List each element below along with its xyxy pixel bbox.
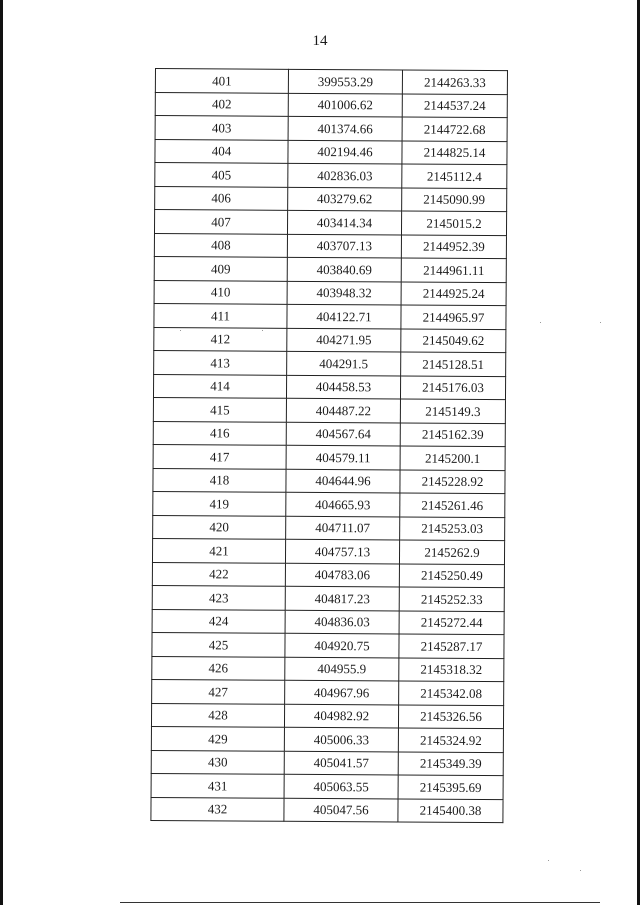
y-coordinate-cell: 2145128.51 — [401, 352, 506, 376]
x-coordinate-cell: 403414.34 — [287, 210, 401, 234]
coordinates-table — [150, 68, 508, 823]
x-coordinate-cell: 404271.95 — [287, 328, 401, 352]
table-row — [154, 233, 506, 259]
table-row — [153, 421, 505, 447]
y-coordinate-cell: 2145090.99 — [402, 188, 507, 212]
point-number-cell: 411 — [154, 303, 287, 327]
y-coordinate-cell: 2144965.97 — [401, 305, 506, 329]
scan-speck — [540, 322, 541, 323]
y-coordinate-cell: 2145342.08 — [399, 681, 504, 705]
point-number-cell: 428 — [151, 703, 284, 727]
x-coordinate-cell: 404291.5 — [287, 351, 401, 375]
scan-speck — [548, 860, 549, 861]
point-number-cell: 421 — [152, 538, 285, 562]
point-number-cell: 419 — [153, 491, 286, 515]
x-coordinate-cell: 404836.03 — [285, 610, 399, 634]
y-coordinate-cell: 2145324.92 — [398, 728, 503, 752]
table-row — [151, 726, 503, 752]
y-coordinate-cell: 2144537.24 — [402, 94, 507, 118]
y-coordinate-cell: 2145162.39 — [400, 423, 505, 447]
point-number-cell: 401 — [155, 69, 288, 93]
x-coordinate-cell: 404644.96 — [286, 469, 400, 493]
table-row — [153, 397, 505, 423]
x-coordinate-cell: 405063.55 — [284, 774, 398, 798]
x-coordinate-cell: 404757.13 — [285, 539, 399, 563]
point-number-cell: 417 — [153, 444, 286, 468]
x-coordinate-cell: 404122.71 — [287, 304, 401, 328]
point-number-cell: 406 — [155, 186, 288, 210]
x-coordinate-cell: 404458.53 — [286, 375, 400, 399]
scan-left-edge — [0, 0, 3, 905]
scan-speck — [580, 870, 581, 871]
table-row — [152, 585, 504, 611]
table-row — [155, 92, 507, 118]
y-coordinate-cell: 2144961.11 — [401, 258, 506, 282]
x-coordinate-cell: 405006.33 — [284, 727, 398, 751]
table-row — [152, 609, 504, 635]
table-row — [152, 632, 504, 658]
table-row — [151, 750, 503, 776]
point-number-cell: 415 — [153, 397, 286, 421]
coordinates-table-wrapper — [150, 68, 508, 823]
point-number-cell: 402 — [155, 92, 288, 116]
x-coordinate-cell: 404967.96 — [285, 680, 399, 704]
x-coordinate-cell: 401374.66 — [288, 116, 402, 140]
point-number-cell: 403 — [155, 116, 288, 140]
coordinates-table-body — [151, 69, 508, 823]
table-row — [155, 139, 507, 165]
table-row — [155, 69, 507, 95]
x-coordinate-cell: 404955.9 — [285, 657, 399, 681]
x-coordinate-cell: 403948.32 — [287, 281, 401, 305]
table-row — [154, 280, 506, 306]
x-coordinate-cell: 402194.46 — [288, 140, 402, 164]
point-number-cell: 432 — [151, 797, 284, 821]
y-coordinate-cell: 2145272.44 — [399, 611, 504, 635]
y-coordinate-cell: 2145149.3 — [400, 399, 505, 423]
scan-speck — [180, 330, 181, 331]
point-number-cell: 410 — [154, 280, 287, 304]
table-row — [153, 515, 505, 541]
table-row — [151, 773, 503, 799]
point-number-cell: 407 — [154, 210, 287, 234]
table-row — [155, 186, 507, 212]
x-coordinate-cell: 405047.56 — [284, 798, 398, 822]
table-row — [154, 256, 506, 282]
y-coordinate-cell: 2145252.33 — [399, 587, 504, 611]
table-row — [153, 444, 505, 470]
point-number-cell: 431 — [151, 773, 284, 797]
point-number-cell: 427 — [152, 679, 285, 703]
table-row — [154, 303, 506, 329]
y-coordinate-cell: 2145112.4 — [402, 164, 507, 188]
x-coordinate-cell: 404567.64 — [286, 422, 400, 446]
table-row — [152, 562, 504, 588]
table-row — [152, 538, 504, 564]
table-row — [151, 797, 503, 823]
y-coordinate-cell: 2145262.9 — [399, 540, 504, 564]
x-coordinate-cell: 403840.69 — [287, 257, 401, 281]
y-coordinate-cell: 2145261.46 — [400, 493, 505, 517]
scan-bottom-edge — [120, 902, 600, 903]
table-row — [151, 703, 503, 729]
x-coordinate-cell: 405041.57 — [284, 751, 398, 775]
x-coordinate-cell: 401006.62 — [288, 93, 402, 117]
point-number-cell: 405 — [155, 163, 288, 187]
table-row — [154, 210, 506, 236]
x-coordinate-cell: 402836.03 — [288, 163, 402, 187]
y-coordinate-cell: 2145318.32 — [399, 658, 504, 682]
x-coordinate-cell: 404920.75 — [285, 633, 399, 657]
y-coordinate-cell: 2145250.49 — [399, 564, 504, 588]
table-row — [153, 374, 505, 400]
y-coordinate-cell: 2145176.03 — [400, 376, 505, 400]
table-row — [155, 116, 507, 142]
y-coordinate-cell: 2145253.03 — [400, 517, 505, 541]
x-coordinate-cell: 404665.93 — [286, 492, 400, 516]
point-number-cell: 409 — [154, 256, 287, 280]
table-row — [152, 656, 504, 682]
x-coordinate-cell: 403707.13 — [287, 234, 401, 258]
y-coordinate-cell: 2145015.2 — [401, 211, 506, 235]
scan-speck — [262, 330, 263, 331]
table-row — [153, 491, 505, 517]
y-coordinate-cell: 2145326.56 — [398, 705, 503, 729]
point-number-cell: 429 — [151, 726, 284, 750]
table-row — [152, 679, 504, 705]
point-number-cell: 416 — [153, 421, 286, 445]
y-coordinate-cell: 2144722.68 — [402, 117, 507, 141]
table-row — [153, 468, 505, 494]
point-number-cell: 412 — [154, 327, 287, 351]
scan-speck — [600, 322, 601, 323]
x-coordinate-cell: 404982.92 — [284, 704, 398, 728]
point-number-cell: 404 — [155, 139, 288, 163]
page-number: 14 — [312, 33, 328, 49]
point-number-cell: 424 — [152, 609, 285, 633]
table-row — [154, 327, 506, 353]
y-coordinate-cell: 2144825.14 — [402, 141, 507, 165]
point-number-cell: 413 — [154, 350, 287, 374]
point-number-cell: 418 — [153, 468, 286, 492]
x-coordinate-cell: 404783.06 — [285, 563, 399, 587]
y-coordinate-cell: 2144925.24 — [401, 282, 506, 306]
x-coordinate-cell: 403279.62 — [288, 187, 402, 211]
y-coordinate-cell: 2145349.39 — [398, 751, 503, 775]
y-coordinate-cell: 2145049.62 — [401, 329, 506, 353]
point-number-cell: 426 — [152, 656, 285, 680]
y-coordinate-cell: 2145400.38 — [398, 798, 503, 822]
point-number-cell: 425 — [152, 632, 285, 656]
x-coordinate-cell: 404579.11 — [286, 445, 400, 469]
table-row — [154, 350, 506, 376]
y-coordinate-cell: 2144263.33 — [402, 70, 507, 94]
x-coordinate-cell: 404817.23 — [285, 586, 399, 610]
y-coordinate-cell: 2145287.17 — [399, 634, 504, 658]
x-coordinate-cell: 399553.29 — [288, 69, 402, 93]
point-number-cell: 420 — [153, 515, 286, 539]
point-number-cell: 430 — [151, 750, 284, 774]
point-number-cell: 423 — [152, 585, 285, 609]
table-row — [155, 163, 507, 189]
point-number-cell: 414 — [153, 374, 286, 398]
y-coordinate-cell: 2145395.69 — [398, 775, 503, 799]
y-coordinate-cell: 2145228.92 — [400, 470, 505, 494]
y-coordinate-cell: 2144952.39 — [401, 235, 506, 259]
point-number-cell: 422 — [152, 562, 285, 586]
x-coordinate-cell: 404711.07 — [286, 516, 400, 540]
x-coordinate-cell: 404487.22 — [286, 398, 400, 422]
y-coordinate-cell: 2145200.1 — [400, 446, 505, 470]
point-number-cell: 408 — [154, 233, 287, 257]
